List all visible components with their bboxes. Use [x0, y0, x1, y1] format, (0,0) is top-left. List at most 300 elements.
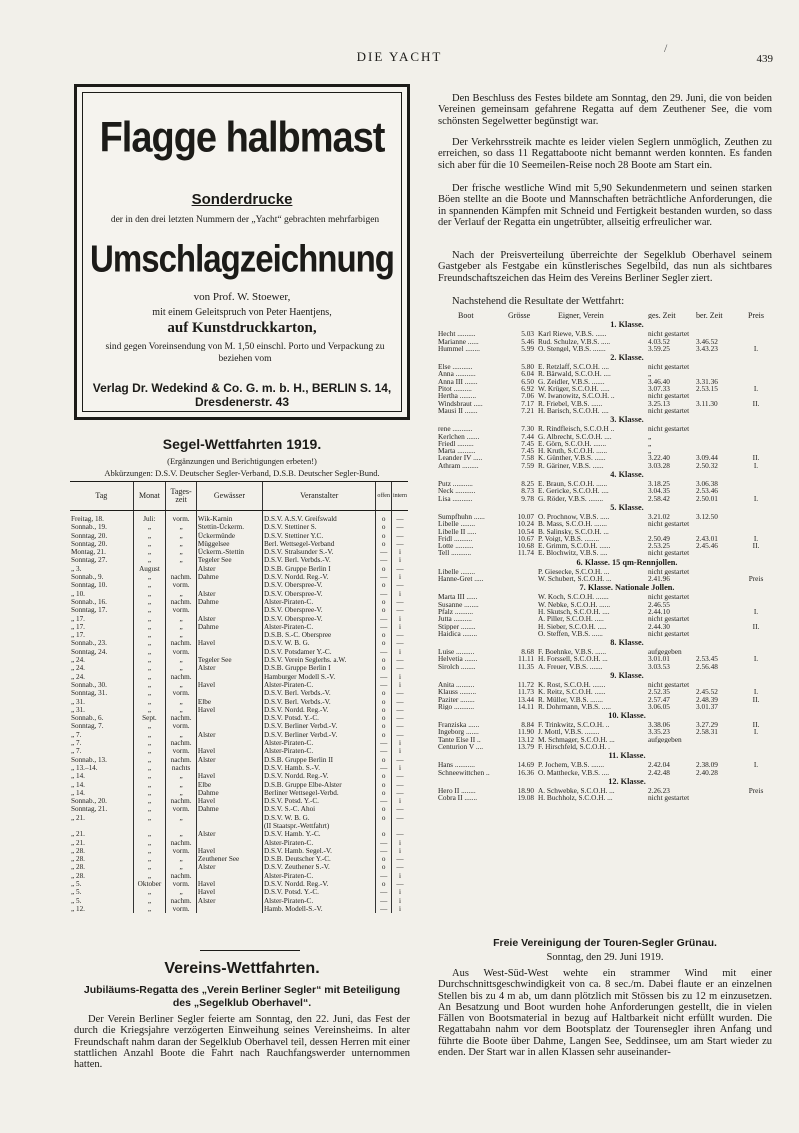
table-cell: i [391, 897, 408, 905]
table-cell: „ [166, 731, 197, 739]
result-cell: Pfalz .......... [438, 607, 474, 616]
table-cell: Sonntag, 17. [71, 606, 108, 615]
table-row [70, 706, 408, 714]
table-cell: — [376, 615, 392, 623]
table-cell: o [376, 523, 392, 531]
result-cell: 2.53.25 [648, 542, 670, 550]
result-cell: 8.73 [521, 487, 534, 495]
table-cell: — [391, 714, 408, 722]
table-cell: Havel [196, 747, 262, 755]
result-cell: I. [753, 344, 759, 353]
result-cell: 3.59.25 [648, 344, 670, 353]
table-cell: Dahme [196, 805, 262, 813]
table-cell: — [391, 540, 408, 548]
result-cell: 18.90 [517, 786, 534, 795]
table-cell: „ [133, 548, 166, 556]
table-cell: vorm. [166, 511, 197, 524]
class-heading: 5. Klasse. [610, 502, 644, 512]
table-cell [70, 822, 133, 830]
result-cell: 11.72 [517, 680, 534, 689]
result-cell: R. Friebel, V.B.S. ...... [538, 399, 603, 407]
table-cell: Alster [196, 664, 262, 672]
result-cell: Hanne-Gret ..... [438, 575, 484, 583]
result-cell: I. [753, 607, 759, 616]
table-cell: o [376, 664, 392, 672]
column-header: intern [391, 482, 408, 511]
table-cell: Ückerm.-Stettin [196, 548, 262, 556]
article-paragraph: Nach der Preisverteilung überreichte der Segelklub Oberhavel seinem Gastgeber als Festgabe ein künstlerisches Segelbild, das nun als sichtbares Freundschaftszeichen das Heim des Vereins Berliner Segler ziert. [438, 250, 772, 284]
table-cell: Elbe [196, 781, 262, 789]
table-cell: „ [133, 905, 166, 913]
table-cell: Alster-Piraten-C. [262, 872, 375, 880]
table-row [70, 656, 408, 664]
table-row [70, 805, 408, 813]
result-cell: 7.30 [521, 425, 534, 433]
table-cell: — [376, 797, 392, 805]
result-cell: 10.68 [517, 542, 534, 550]
result-cell: 2.38.09 [696, 761, 718, 769]
table-cell: o [376, 880, 392, 888]
class-heading: 6. Klasse. 15 qm-Rennjollen. [576, 557, 678, 567]
class-heading: 1. Klasse. [610, 320, 644, 330]
divider [200, 950, 300, 951]
result-cell: Centurion V .... [438, 743, 484, 751]
table-cell: D.S.V. Stettiner Y.C. [262, 532, 375, 540]
table-cell: — [391, 565, 408, 573]
table-cell: D.S.V. Potsd. Y.-C. [262, 888, 375, 896]
result-cell: Lisa ........... [438, 494, 473, 502]
result-row [438, 400, 772, 407]
table-cell: Berliner Wettsegel-Verbd. [262, 789, 375, 797]
result-cell: 3.22.40 [648, 454, 670, 462]
result-row [438, 370, 772, 377]
table-cell: Berl. Wettsegel-Verband [262, 540, 375, 548]
table-cell: o [376, 689, 392, 697]
result-cell: Hecht .......... [438, 330, 476, 338]
result-cell: nicht gestartet [648, 520, 690, 528]
table-cell: „ [166, 681, 197, 689]
result-cell: 10.54 [517, 527, 534, 535]
table-cell: — [391, 772, 408, 780]
table-row [70, 532, 408, 540]
table-row [70, 847, 408, 855]
result-cell: 6.50 [521, 377, 534, 386]
table-row [70, 556, 408, 564]
result-cell: H. Skutsch, S.C.O.H. .... [538, 607, 610, 616]
table-cell: vorm. [166, 606, 197, 614]
result-row [438, 593, 772, 600]
table-row [70, 822, 408, 830]
result-row [438, 630, 772, 637]
result-cell: Friedl ......... [438, 439, 474, 448]
table-cell: vorm. [166, 581, 197, 589]
table-cell: „ 28. [71, 871, 85, 880]
table-cell: D.S.B. Deutscher Y.-C. [262, 855, 375, 863]
result-row [438, 601, 772, 608]
table-cell: Havel [196, 880, 262, 888]
table-cell: „ [133, 598, 166, 606]
table-cell: D.S.V. Berl. Verbds.-V. [262, 698, 375, 706]
table-cell: nachts [166, 764, 197, 772]
result-cell: nicht gestartet [648, 363, 690, 371]
table-cell: Ückermünde [196, 532, 262, 540]
table-cell: o [376, 714, 392, 722]
table-cell: nachm. [166, 714, 197, 722]
table-cell: — [391, 664, 408, 672]
table-cell: Alster [196, 756, 262, 764]
table-cell: Montag, 21. [71, 548, 106, 557]
result-cell: Helvetia ....... [438, 655, 478, 663]
section-title: Segel-Wettfahrten 1919. [162, 436, 322, 452]
table-cell: Alster [196, 897, 262, 905]
table-cell: D.S.V. Stettiner S. [262, 523, 375, 531]
table-cell: o [376, 565, 392, 573]
ad-text: auf Kunstdruckkarton, [167, 320, 317, 336]
result-cell: 2.45.46 [696, 542, 718, 550]
table-cell: „ [133, 888, 166, 896]
result-cell: Rigo ........... [438, 702, 475, 711]
table-cell: — [391, 689, 408, 697]
table-cell: — [376, 548, 392, 556]
result-cell: 7.59 [521, 461, 534, 470]
result-cell: E. Grimm, S.C.O.H. ...... [538, 542, 611, 550]
table-row [70, 540, 408, 548]
result-cell: „ [648, 439, 652, 448]
table-cell: Sonnab., 19. [71, 523, 107, 532]
table-cell: D.S.B. Gruppe Berlin I [262, 664, 375, 672]
result-cell: K. Günther, V.B.S. ...... [538, 454, 606, 462]
table-cell [196, 673, 262, 681]
table-cell: „ 31. [71, 705, 85, 714]
result-cell: 5.46 [521, 337, 534, 345]
table-cell: „ [133, 722, 166, 730]
ad-headline-2: Umschlagzeichnung [90, 237, 394, 280]
table-cell: vorm. [166, 722, 197, 730]
result-cell: O. Prochnow, V.B.S. ..... [538, 512, 610, 521]
result-cell: nicht gestartet [648, 392, 690, 400]
table-cell: Sonntag, 20. [71, 531, 108, 540]
article-paragraph: Der Verein Berliner Segler feierte am Sonntag, den 22. Juni, das Fest der durch die Kriegsjahre verzögerten Einweihung seines Vereinsheims. In alter Freundschaft nahm daran der Segelklub Oberhavel teil, dessen Herren mit einer stattlichen Anzahl Boote die Fahrt nach Rauchfangswerder unternommen hatten. [74, 1014, 410, 1071]
column-header: Boot [458, 312, 474, 320]
table-cell: „ 12. [71, 904, 85, 913]
table-cell: „ 24. [71, 672, 85, 681]
article-paragraph: Den Beschluss des Festes bildete am Sonntag, den 29. Juni, die von beiden Vereinen gemeinsam gefahrene Regatta auf dem Zeuthener See, die vom schönsten Segelwetter begünstigt war. [438, 93, 772, 127]
result-row [438, 447, 772, 454]
table-cell: Alster-Piraten-C. [262, 598, 375, 606]
table-cell: D.S.V. A.S.V. Greifswald [262, 511, 375, 524]
table-cell: Sonnab., 16. [71, 597, 107, 606]
table-cell: „ [166, 523, 197, 531]
result-row [438, 378, 772, 385]
result-cell: nicht gestartet [648, 567, 690, 576]
class-heading: 8. Klasse. [610, 638, 644, 648]
table-cell: „ [133, 872, 166, 880]
result-cell: 2.53.15 [696, 385, 718, 393]
result-cell: 11.11 [518, 655, 534, 663]
table-row [70, 739, 408, 747]
table-cell: D.S.V. Oberspree-V. [262, 581, 375, 589]
result-cell: H. Barisch, S.C.O.H. .... [538, 406, 609, 415]
table-cell: i [391, 872, 408, 880]
result-cell: 6.92 [521, 385, 534, 393]
table-cell: D.S.V. S.-C. Ahoi [262, 805, 375, 813]
table-row [70, 664, 408, 672]
class-heading: 11. Klasse. [608, 751, 646, 761]
result-row [438, 520, 772, 527]
article-paragraph: Nachstehend die Resultate der Wettfahrt: [452, 296, 625, 307]
table-cell: o [376, 789, 392, 797]
table-row [70, 623, 408, 631]
result-row [438, 363, 772, 370]
result-cell: H. Kruth, S.C.O.H. ...... [538, 447, 608, 455]
result-cell: 3.38.06 [648, 721, 670, 729]
table-cell: — [376, 897, 392, 905]
table-cell: — [391, 706, 408, 714]
result-cell: aufgegeben [648, 648, 682, 656]
column-header: Veranstalter [262, 482, 375, 511]
table-cell: Sonntag, 27. [71, 556, 108, 565]
result-cell: 13.12 [517, 735, 534, 744]
table-cell: D.S.V. Hamb. Y.-C. [262, 830, 375, 838]
table-row [70, 581, 408, 589]
table-row [70, 548, 408, 556]
class-heading: 2. Klasse. [610, 353, 644, 363]
table-cell: „ [133, 830, 166, 838]
result-cell: 3.01.01 [648, 655, 670, 663]
result-cell: „ [648, 432, 652, 440]
result-cell: 10.67 [517, 534, 534, 543]
result-cell: 3.06.05 [648, 702, 670, 711]
page-number: 439 [756, 53, 773, 65]
table-cell: „ [133, 698, 166, 706]
result-row [438, 433, 772, 440]
result-cell: Libelle II ..... [438, 527, 477, 535]
table-cell: — [391, 880, 408, 888]
table-cell: „ [133, 731, 166, 739]
section-note: (Ergänzungen und Berichtigungen erbeten!) [167, 456, 317, 466]
result-cell: Neck ........... [438, 487, 476, 495]
result-cell: Marta III ...... [438, 593, 478, 601]
table-row [70, 615, 408, 623]
result-cell: Sumpfhuhn ...... [438, 512, 485, 521]
table-row [70, 573, 408, 581]
result-cell: nicht gestartet [648, 330, 690, 338]
table-cell: „ 31. [71, 697, 85, 706]
result-cell: A. Piller, S.C.O.H. ..... [538, 615, 604, 623]
result-cell: Susanne ........ [438, 600, 479, 608]
table-cell: — [376, 847, 392, 855]
table-cell: — [391, 731, 408, 739]
table-cell: „ 10. [71, 589, 85, 598]
table-cell: — [391, 656, 408, 664]
table-cell: o [376, 722, 392, 730]
table-cell: — [376, 681, 392, 689]
class-heading: 4. Klasse. [610, 470, 644, 480]
result-cell: Anna ........... [438, 370, 476, 378]
table-cell: „ [133, 863, 166, 871]
table-cell: Hamb. Modell-S.-V. [262, 905, 375, 913]
result-cell: 5.03 [521, 330, 534, 338]
result-cell: 2.26.23 [648, 786, 670, 795]
result-cell: 2.50.32 [696, 461, 718, 470]
table-cell: Sonnab., 20. [71, 797, 107, 806]
table-cell: — [376, 747, 392, 755]
result-cell: R. Dohrmann, V.B.S. ..... [538, 702, 611, 711]
table-cell: Sonntag, 31. [71, 689, 108, 698]
column-header: Tag [70, 482, 133, 511]
table-cell: o [376, 598, 392, 606]
result-cell: Leander IV ..... [438, 454, 483, 462]
table-row [70, 722, 408, 730]
column-header: ges. Zeit [648, 312, 676, 320]
result-cell: M. Schmager, S.C.O.H. ... [538, 735, 615, 744]
table-cell: Dahme [196, 789, 262, 797]
table-cell: „ [133, 573, 166, 581]
result-cell: 2.40.28 [696, 768, 718, 776]
result-cell: 11.35 [517, 662, 534, 670]
table-cell: „ [166, 615, 197, 623]
table-cell [196, 872, 262, 880]
result-cell: A. Freuer, V.B.S. ....... [538, 662, 603, 670]
table-cell: Freitag, 18. [71, 515, 104, 523]
table-cell: D.S.V. Berliner Verbd.-V. [262, 722, 375, 730]
section-title: Vereins-Wettfahrten. [164, 960, 320, 977]
table-cell [391, 822, 408, 830]
table-cell: o [376, 781, 392, 789]
table-cell: „ 14. [71, 780, 85, 789]
table-cell: Alster [196, 565, 262, 573]
table-cell: i [391, 623, 408, 631]
result-cell: 3.18.25 [648, 480, 670, 488]
result-cell: Preis [748, 575, 764, 583]
table-cell: D.S.V. Nordd. Reg.-V. [262, 573, 375, 581]
table-cell: o [376, 706, 392, 714]
result-cell: 3.03.53 [648, 662, 670, 670]
table-row [70, 631, 408, 639]
result-row [438, 696, 772, 703]
table-cell: „ 13.–14. [71, 763, 98, 772]
result-cell: Sirolch ........ [438, 662, 476, 670]
result-row [438, 787, 772, 794]
table-cell: „ [133, 615, 166, 623]
result-row [438, 769, 772, 776]
result-cell: Anna III ....... [438, 377, 478, 386]
table-cell: Elbe [196, 698, 262, 706]
table-cell: Sonnab., 6. [71, 714, 104, 723]
table-cell: „ 17. [71, 631, 85, 640]
table-cell: nachm. [166, 797, 197, 805]
table-cell: D.S.V. Berliner Verbd.-V. [262, 731, 375, 739]
result-cell: 8.84 [521, 721, 534, 729]
table-cell: Dahme [196, 598, 262, 606]
result-cell: 2.43.01 [696, 534, 718, 543]
result-cell: R. Bärwald, S.C.O.H. .... [538, 370, 611, 378]
result-cell: Libelle ........ [438, 567, 476, 576]
table-cell [166, 822, 197, 830]
table-cell: D.S.V. Nordd. Reg.-V. [262, 706, 375, 714]
result-cell: Kerlchen ....... [438, 432, 480, 440]
table-cell: o [376, 863, 392, 871]
result-cell: 11.90 [517, 728, 534, 736]
table-cell: „ 28. [71, 855, 85, 864]
table-row [70, 639, 408, 647]
result-cell: 2.45.52 [696, 688, 718, 696]
class-heading: 3. Klasse. [610, 415, 644, 425]
result-cell: 7.45 [521, 447, 534, 455]
result-cell: 3.07.33 [648, 385, 670, 393]
result-row [438, 392, 772, 399]
result-cell: Klauss ......... [438, 688, 477, 696]
result-cell: Ingeborg ....... [438, 728, 479, 736]
table-cell: Havel [196, 888, 262, 896]
table-cell: „ [166, 532, 197, 540]
result-cell: 2.50.01 [696, 494, 718, 502]
result-cell: 2.58.42 [648, 494, 670, 502]
result-cell: R. Gäriner, V.B.S. ...... [538, 461, 604, 470]
table-cell [376, 822, 392, 830]
table-cell: — [391, 789, 408, 797]
result-cell: H. Sieber, S.C.O.H. ..... [538, 622, 607, 630]
result-cell: 2.41.96 [648, 575, 670, 583]
table-cell: „ [133, 590, 166, 598]
table-cell: „ [166, 590, 197, 598]
table-row [70, 880, 408, 888]
table-cell [133, 822, 166, 830]
table-cell: D.S.V. Oberspree-V. [262, 615, 375, 623]
table-cell: „ [133, 623, 166, 631]
table-cell: — [376, 888, 392, 896]
result-cell: Stipper ........ [438, 622, 476, 630]
table-row [70, 681, 408, 689]
table-cell: D.S.V. Potsd. Y.-C. [262, 714, 375, 722]
table-cell: „ 28. [71, 846, 85, 855]
table-cell: „ [133, 756, 166, 764]
result-row [438, 648, 772, 655]
result-cell: Marta .......... [438, 447, 476, 455]
result-row [438, 568, 772, 575]
table-cell: D.S.B. Gruppe Berlin I [262, 565, 375, 573]
result-cell: 3.01.37 [696, 702, 718, 711]
table-cell: Sonnab., 9. [71, 573, 104, 582]
result-cell: Anita .......... [438, 680, 475, 689]
result-cell: 3.12.50 [696, 512, 718, 521]
table-cell: „ 21. [71, 813, 85, 822]
table-cell: „ [133, 764, 166, 772]
result-row [438, 407, 772, 414]
ad-text: der in den drei letzten Nummern der „Yacht“ gebrachten mehrfarbigen [110, 215, 380, 225]
table-cell: „ 17. [71, 622, 85, 631]
table-row [70, 855, 408, 863]
table-row [70, 797, 408, 805]
result-cell: 2.53.45 [696, 655, 718, 663]
result-row [438, 487, 772, 494]
result-cell: 3.09.44 [696, 454, 718, 462]
result-row [438, 454, 772, 461]
table-cell: — [376, 739, 392, 747]
table-cell: Zeuthener See [196, 855, 262, 863]
result-cell: R. Müller, V.B.S. ....... [538, 695, 603, 703]
table-cell: — [391, 698, 408, 706]
table-cell: „ 14. [71, 772, 85, 781]
table-cell: „ [166, 855, 197, 863]
result-row [438, 681, 772, 688]
result-cell: W. Nebke, S.C.O.H. ...... [538, 600, 611, 608]
table-row [70, 839, 408, 847]
table-cell: „ 14. [71, 788, 85, 797]
result-cell: E. Görn, S.C.O.H. ....... [538, 439, 607, 448]
result-row [438, 542, 772, 549]
result-cell: B. Salinsky, S.C.O.H. ... [538, 527, 609, 535]
